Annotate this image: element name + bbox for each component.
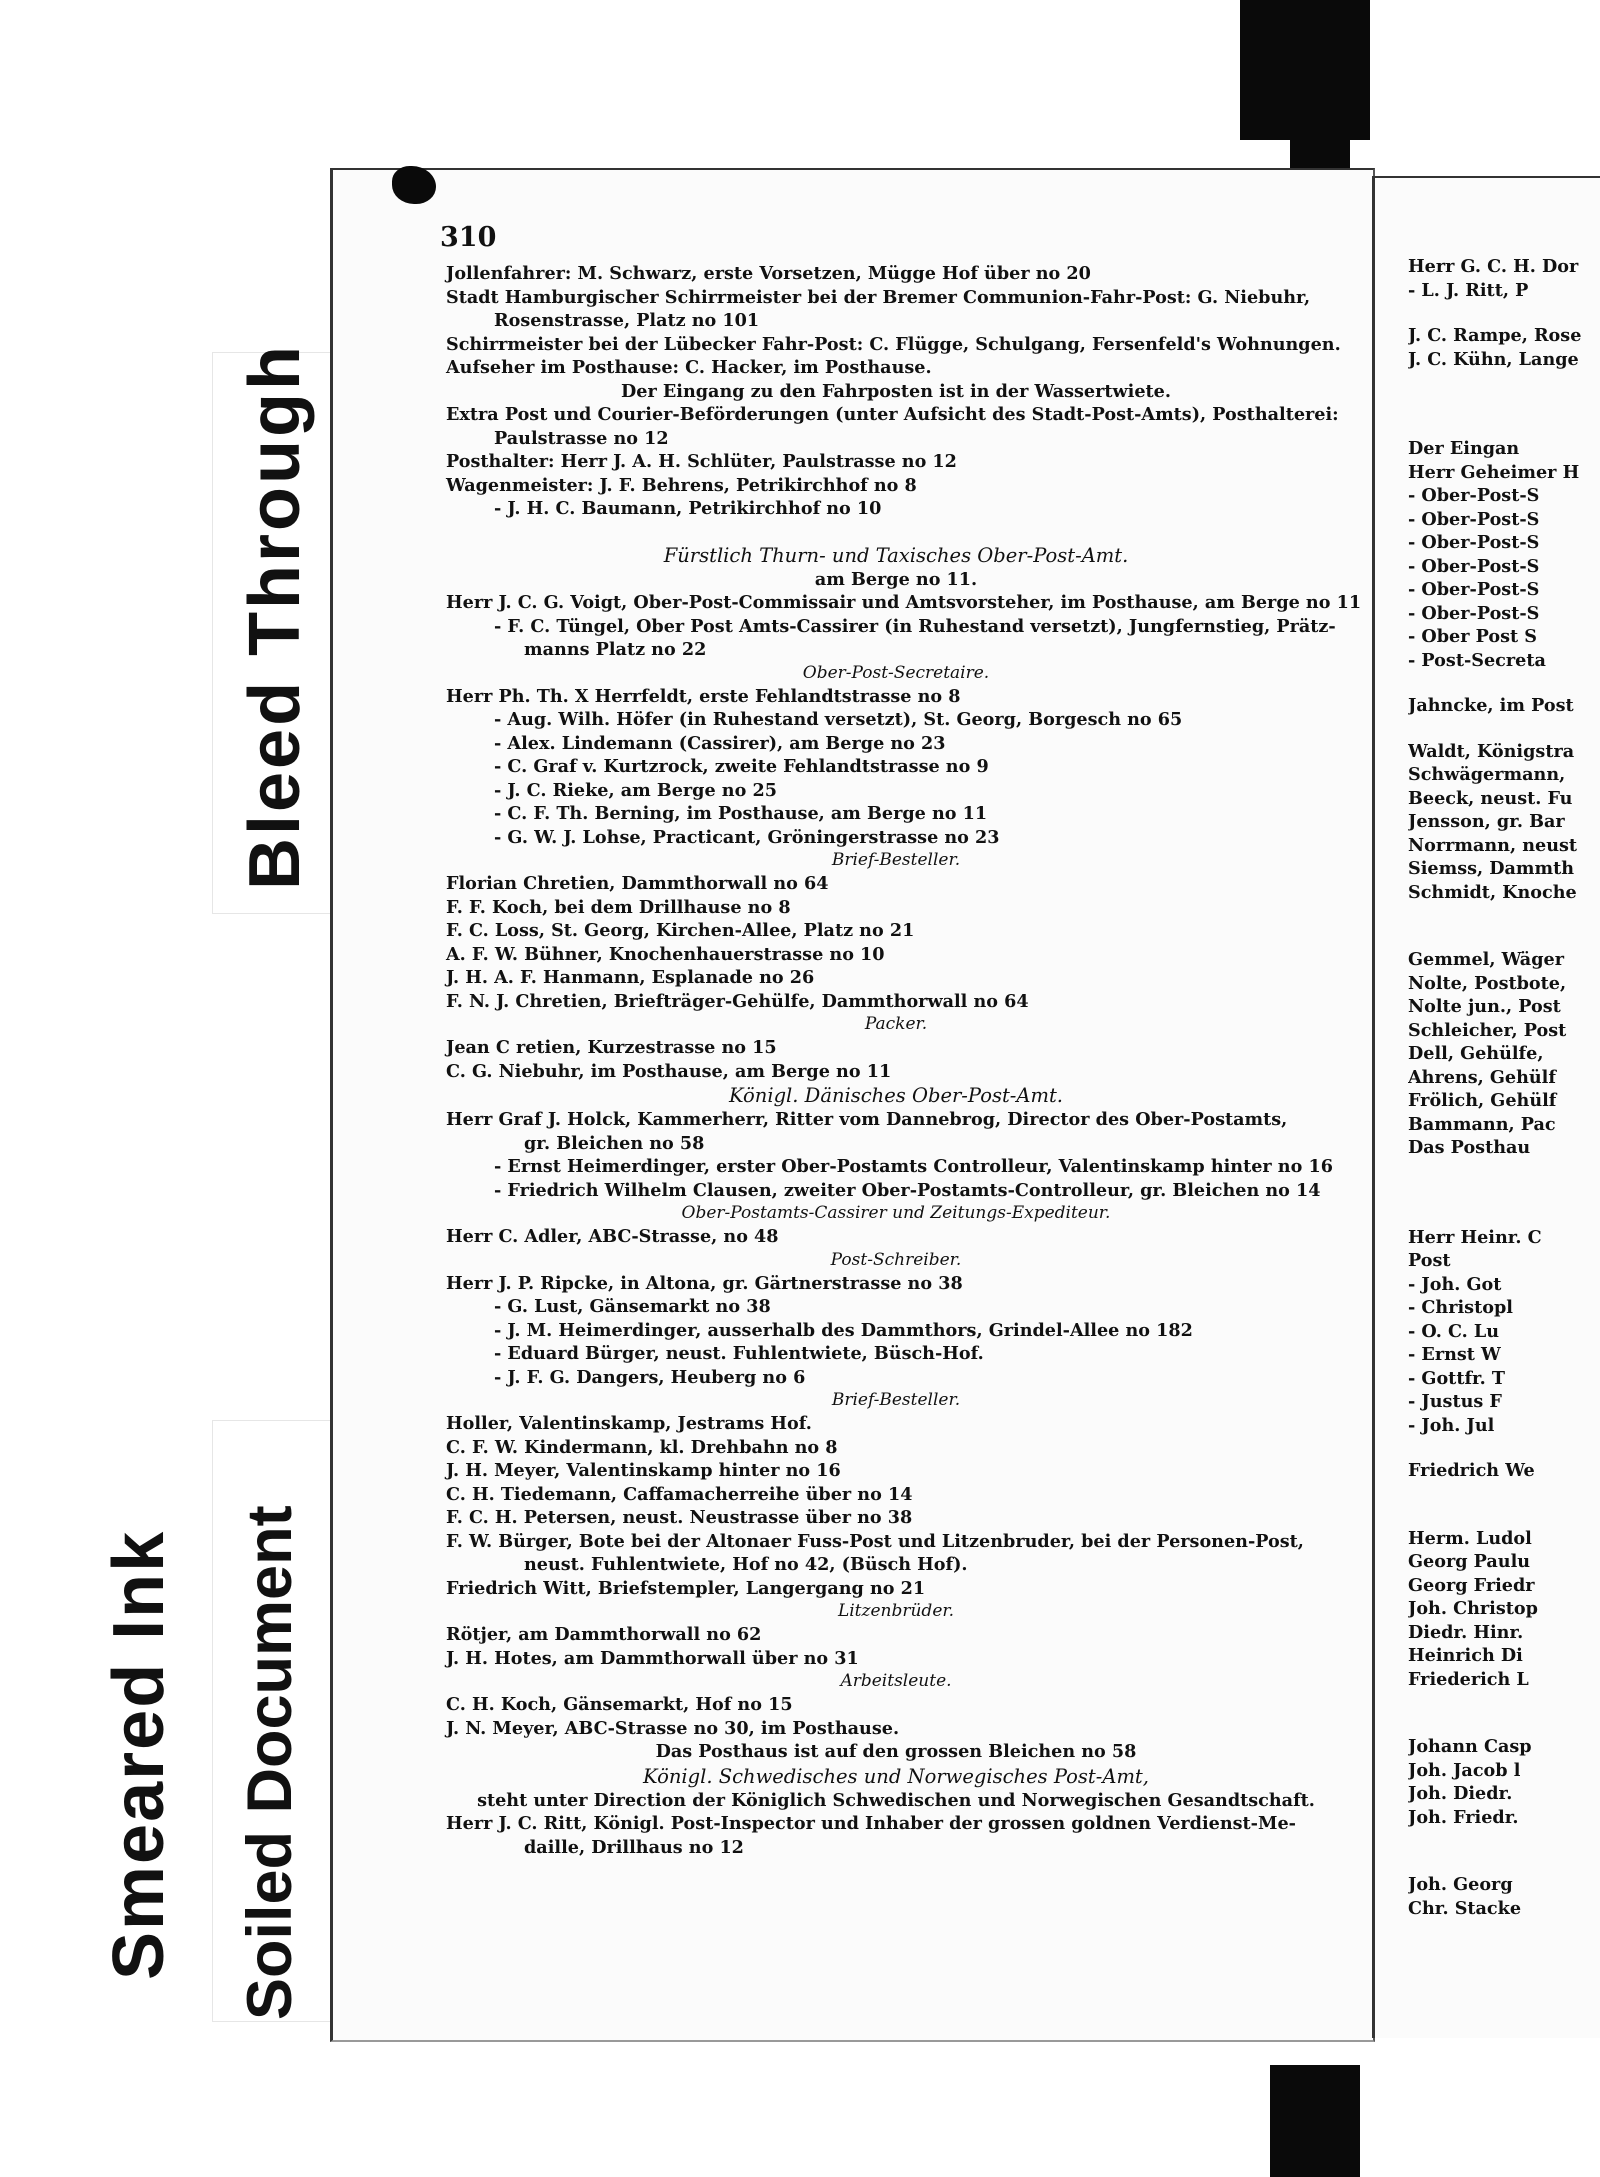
right-text-line: Jensson, gr. Bar [1408,811,1565,832]
right-text-line: Herr G. C. H. Dor [1408,256,1579,277]
left-page-text [446,262,1362,1859]
right-text-line: - Ober-Post-S [1408,532,1540,553]
text-line: F. C. Loss, St. Georg, Kirchen-Allee, Platz no 21 [446,920,915,941]
text-line: Rosenstrasse, Platz no 101 [494,310,760,331]
text-line: F. W. Bürger, Bote bei der Altonaer Fuss-Post und Litzenbruder, bei der Personen-Post, [446,1530,1304,1552]
spacer [1408,718,1600,740]
text-line: am Berge no 11. [814,568,978,590]
right-text-line: Diedr. Hinr. [1408,1621,1524,1643]
text-line: C. H. Tiedemann, Caffamacherreihe über no 14 [446,1483,913,1505]
right-text-line: Friedrich We [1408,1460,1535,1481]
text-line: Herr J. C. G. Voigt, Ober-Post-Commissair und Amtsvorsteher, im Posthause, am Berge no 11 [446,592,1362,613]
text-line: gr. Bleichen no 58 [524,1132,705,1154]
text-line: J. N. Meyer, ABC-Strasse no 30, im Posthause. [446,1717,900,1739]
right-text-line: Nolte, Postbote, [1408,972,1567,994]
text-line: - J. F. G. Dangers, Heuberg no 6 [494,1366,806,1388]
scan-edge-bar-bottom [1270,2065,1360,2177]
text-line: A. F. W. Bühner, Knochenhauerstrasse no 10 [446,943,885,965]
right-text-line: - Christopl [1408,1297,1513,1318]
spacer [446,521,1346,543]
right-text-line: - Justus F [1408,1391,1502,1412]
right-text-line: Herm. Ludol [1408,1527,1532,1549]
right-text-line: Friederich L [1408,1668,1529,1690]
subsection-heading: Ober-Postamts-Cassirer und Zeitungs-Expediteur. [681,1203,1111,1223]
right-text-line: Joh. Diedr. [1408,1783,1513,1804]
text-line: Holler, Valentinskamp, Jestrams Hof. [446,1413,812,1434]
right-text-line: Joh. Christop [1408,1598,1538,1619]
text-line: Aufseher im Posthause: C. Hacker, im Posthause. [446,357,932,378]
text-line: - F. C. Tüngel, Ober Post Amts-Cassirer (in Ruhestand versetzt), Jungfernstieg, Prätz- [494,615,1336,637]
right-text-line: Das Posthau [1408,1137,1531,1158]
right-page-text [1408,255,1600,1920]
text-line: - G. Lust, Gänsemarkt no 38 [494,1296,771,1317]
text-line: - J. C. Rieke, am Berge no 25 [494,779,777,801]
section-heading: Königl. Dänisches Ober-Post-Amt. [728,1084,1063,1107]
spacer [1408,1160,1600,1226]
text-line: Schirrmeister bei der Lübecker Fahr-Post: C. Flügge, Schulgang, Fersenfeld's Wohnungen. [446,333,1341,355]
text-line: manns Platz no 22 [524,639,707,660]
subsection-heading: Arbeitsleute. [840,1671,952,1691]
spacer [1408,371,1600,437]
text-line: - Eduard Bürger, neust. Fuhlentwiete, Büsch-Hof. [494,1343,984,1364]
right-text-line: Waldt, Königstra [1408,740,1575,762]
text-line: - Ernst Heimerdinger, erster Ober-Postamts Controlleur, Valentinskamp hinter no 16 [494,1156,1333,1177]
text-line: J. H. Hotes, am Dammthorwall über no 31 [446,1647,859,1669]
text-line: Extra Post und Courier-Beförderungen (unter Aufsicht des Stadt-Post-Amts), Posthalterei: [446,404,1339,425]
right-text-line: - Ernst W [1408,1344,1501,1365]
right-text-line: Johann Casp [1408,1736,1532,1757]
right-text-line: - Ober-Post-S [1408,602,1540,624]
spacer [1408,672,1600,694]
right-text-line: - Joh. Got [1408,1273,1502,1295]
spacer [1408,302,1600,324]
text-line: - C. F. Th. Berning, im Posthause, am Berge no 11 [494,803,988,824]
text-line: F. N. J. Chretien, Briefträger-Gehülfe, Dammthorwall no 64 [446,990,1029,1012]
text-line: F. F. Koch, bei dem Drillhause no 8 [446,896,791,918]
subsection-heading: Post-Schreiber. [830,1249,962,1270]
text-line: - J. M. Heimerdinger, ausserhalb des Dammthors, Grindel-Allee no 182 [494,1319,1193,1341]
right-text-line: Gemmel, Wäger [1408,949,1564,970]
spacer [1408,904,1600,948]
page-number: 310 [440,222,497,253]
subsection-heading: Brief-Besteller. [831,1390,961,1410]
right-text-line: - Gottfr. T [1408,1367,1506,1389]
right-text-line: - L. J. Ritt, P [1408,279,1529,301]
subsection-heading: Brief-Besteller. [831,850,961,870]
bleed-through-label: Bleed Through [235,343,315,890]
text-line: - J. H. C. Baumann, Petrikirchhof no 10 [494,498,882,519]
text-line: steht unter Direction der Königlich Schwedischen und Norwegischen Gesandtschaft. [477,1789,1315,1811]
text-line: Herr Graf J. Holck, Kammerherr, Ritter vom Dannebrog, Director des Ober-Postamts, [446,1109,1288,1130]
subsection-heading: Litzenbrüder. [837,1601,955,1621]
right-text-line: Ahrens, Gehülf [1408,1066,1556,1088]
text-line: neust. Fuhlentwiete, Hof no 42, (Büsch Hof). [524,1554,968,1575]
right-text-line: - O. C. Lu [1408,1320,1500,1342]
right-text-line: - Ober-Post-S [1408,508,1540,530]
right-text-line: Siemss, Dammth [1408,858,1575,879]
right-text-line: Frölich, Gehülf [1408,1090,1557,1111]
right-text-line: - Ober-Post-S [1408,485,1540,506]
text-line: C. G. Niebuhr, im Posthause, am Berge no 11 [446,1060,892,1082]
text-line: - Friedrich Wilhelm Clausen, zweiter Ober-Postamts-Controlleur, gr. Bleichen no 14 [494,1179,1321,1201]
right-text-line: J. C. Rampe, Rose [1408,325,1582,346]
text-line: - Alex. Lindemann (Cassirer), am Berge no 23 [494,732,946,754]
right-text-line: Schmidt, Knoche [1408,881,1577,903]
text-line: Jollenfahrer: M. Schwarz, erste Vorsetzen, Mügge Hof über no 20 [446,263,1091,284]
subsection-heading: Packer. [864,1014,928,1034]
spacer [1408,1483,1600,1527]
text-line: Friedrich Witt, Briefstempler, Langergang no 21 [446,1577,926,1599]
right-text-line: Chr. Stacke [1408,1897,1522,1919]
text-line: - G. W. J. Lohse, Practicant, Gröningerstrasse no 23 [494,826,1000,848]
text-line: Wagenmeister: J. F. Behrens, Petrikirchhof no 8 [446,474,917,496]
text-line: Rötjer, am Dammthorwall no 62 [446,1624,762,1645]
right-text-line: Heinrich Di [1408,1645,1523,1666]
spacer [1408,1829,1600,1873]
right-text-line: Dell, Gehülfe, [1408,1043,1544,1064]
section-heading: Fürstlich Thurn- und Taxisches Ober-Post-Amt. [663,543,1129,567]
right-text-line: Georg Friedr [1408,1574,1535,1596]
text-line: Stadt Hamburgischer Schirrmeister bei der Bremer Communion-Fahr-Post: G. Niebuhr, [446,286,1311,308]
right-text-line: Jahncke, im Post [1408,695,1574,716]
text-line: Herr Ph. Th. X Herrfeldt, erste Fehlandtstrasse no 8 [446,685,961,707]
right-text-line: - Post-Secreta [1408,649,1546,671]
smeared-ink-label: Smeared Ink [99,1529,179,1980]
scan-edge-bar-top [1240,0,1370,140]
right-text-line: Joh. Friedr. [1408,1806,1519,1828]
right-text-line: J. C. Kühn, Lange [1408,348,1579,370]
text-line: J. H. A. F. Hanmann, Esplanade no 26 [446,967,815,988]
spacer [1408,1691,1600,1735]
text-line: Posthalter: Herr J. A. H. Schlüter, Paulstrasse no 12 [446,451,957,472]
text-line: Paulstrasse no 12 [494,427,669,449]
right-text-line: Georg Paulu [1408,1551,1531,1572]
right-text-line: Norrmann, neust [1408,834,1578,856]
text-line: Jean C retien, Kurzestrasse no 15 [446,1037,777,1058]
text-line: C. F. W. Kindermann, kl. Drehbahn no 8 [446,1436,838,1458]
section-heading: Königl. Schwedisches und Norwegisches Post-Amt, [643,1764,1149,1788]
right-text-line: Herr Heinr. C [1408,1226,1542,1248]
text-line: Das Posthaus ist auf den grossen Bleichen no 58 [655,1741,1137,1762]
subsection-heading: Ober-Post-Secretaire. [802,662,990,683]
text-line: Florian Chretien, Dammthorwall no 64 [446,873,829,894]
text-line: J. H. Meyer, Valentinskamp hinter no 16 [446,1460,841,1481]
right-text-line: Der Eingan [1408,438,1520,459]
right-text-line: - Ober-Post-S [1408,579,1540,600]
right-text-line: Nolte jun., Post [1408,996,1561,1017]
right-text-line: Schwägermann, [1408,764,1566,785]
text-line: Herr J. P. Ripcke, in Altona, gr. Gärtnerstrasse no 38 [446,1272,963,1294]
ink-blot [392,166,436,204]
text-line: Herr J. C. Ritt, Königl. Post-Inspector und Inhaber der grossen goldnen Verdienst-Me- [446,1813,1296,1834]
text-line: F. C. H. Petersen, neust. Neustrasse über no 38 [446,1507,913,1528]
right-text-line: Herr Geheimer H [1408,461,1580,483]
right-text-line: Schleicher, Post [1408,1019,1567,1041]
right-text-line: - Ober-Post-S [1408,555,1540,577]
text-line: Herr C. Adler, ABC-Strasse, no 48 [446,1226,779,1247]
right-text-line: - Joh. Jul [1408,1414,1495,1436]
right-text-line: Joh. Georg [1408,1874,1513,1895]
right-text-line: Bammann, Pac [1408,1113,1556,1135]
right-text-line: Beeck, neust. Fu [1408,787,1573,809]
right-text-line: Joh. Jacob l [1408,1759,1521,1781]
text-line: - C. Graf v. Kurtzrock, zweite Fehlandtstrasse no 9 [494,756,989,777]
text-line: C. H. Koch, Gänsemarkt, Hof no 15 [446,1694,793,1715]
right-text-line: Post [1408,1250,1451,1271]
soiled-document-label: Soiled Document [235,1505,305,2020]
text-line: daille, Drillhaus no 12 [524,1836,744,1858]
text-line: - Aug. Wilh. Höfer (in Ruhestand versetzt), St. Georg, Borgesch no 65 [494,709,1183,730]
right-text-line: - Ober Post S [1408,626,1537,647]
text-line: Der Eingang zu den Fahrposten ist in der Wassertwiete. [621,380,1171,402]
spacer [1408,1437,1600,1459]
